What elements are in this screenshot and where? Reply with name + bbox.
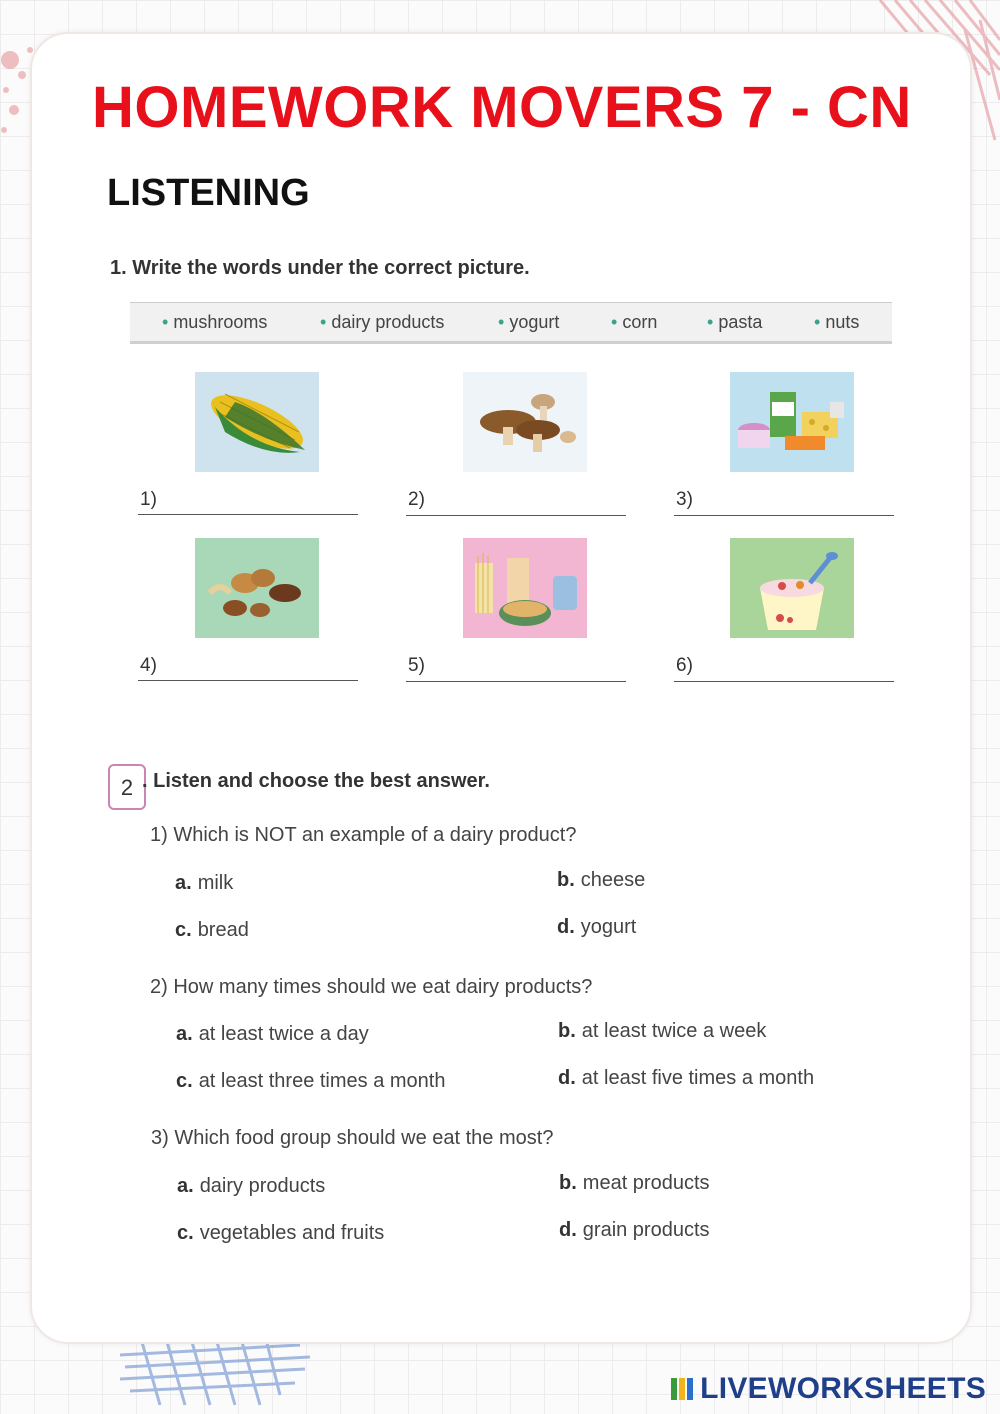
option-1b[interactable]: b. cheese <box>557 869 646 891</box>
answer-line-5[interactable] <box>406 681 626 682</box>
brand-name: LIVEWORKSHEETS <box>700 1372 986 1405</box>
corn-picture <box>195 372 319 472</box>
section-title-listening: LISTENING <box>107 172 310 214</box>
answer-line-6[interactable] <box>674 681 894 682</box>
yogurt-picture <box>730 538 854 638</box>
option-2a[interactable]: a. at least twice a day <box>176 1023 369 1045</box>
word-bank-item: • yogurt <box>498 312 559 333</box>
exercise-1-instruction: 1. Write the words under the correct picture. <box>110 257 530 279</box>
item-number: 1) <box>140 489 157 510</box>
option-2d[interactable]: d. at least five times a month <box>558 1067 815 1089</box>
option-3b[interactable]: b. meat products <box>559 1172 710 1194</box>
page-title: HOMEWORK MOVERS 7 - CN <box>92 75 912 140</box>
word-bank-item: • mushrooms <box>162 312 267 333</box>
option-3d[interactable]: d. grain products <box>559 1219 710 1241</box>
option-2c[interactable]: c. at least three times a month <box>176 1070 446 1092</box>
answer-line-3[interactable] <box>674 515 894 516</box>
liveworksheets-logo-icon <box>670 1376 696 1402</box>
liveworksheets-brand[interactable] <box>670 1372 986 1406</box>
word-bank-item: • dairy products <box>320 312 444 333</box>
answer-line-1[interactable] <box>138 514 358 515</box>
option-3c[interactable]: c. vegetables and fruits <box>177 1222 385 1244</box>
item-number: 6) <box>676 655 693 676</box>
word-bank <box>130 302 892 344</box>
item-number: 5) <box>408 655 425 676</box>
word-bank-item: • corn <box>611 312 657 333</box>
answer-line-2[interactable] <box>406 515 626 516</box>
question-1: 1) Which is NOT an example of a dairy product? <box>150 824 577 846</box>
option-2b[interactable]: b. at least twice a week <box>558 1020 767 1042</box>
dairy-products-picture <box>730 372 854 472</box>
question-2: 2) How many times should we eat dairy products? <box>150 976 593 998</box>
option-1c[interactable]: c. bread <box>175 919 249 941</box>
option-1a[interactable]: a. milk <box>175 872 234 894</box>
decorative-crosshatch-bottom <box>120 1335 320 1410</box>
mushrooms-picture <box>463 372 587 472</box>
question-3: 3) Which food group should we eat the most? <box>151 1127 554 1149</box>
nuts-picture <box>195 538 319 638</box>
option-1d[interactable]: d. yogurt <box>557 916 637 938</box>
pasta-picture <box>463 538 587 638</box>
item-number: 2) <box>408 489 425 510</box>
item-number: 4) <box>140 655 157 676</box>
item-number: 3) <box>676 489 693 510</box>
answer-line-4[interactable] <box>138 680 358 681</box>
option-3a[interactable]: a. dairy products <box>177 1175 326 1197</box>
word-bank-item: • pasta <box>707 312 762 333</box>
exercise-2-number-box[interactable]: 2 <box>108 764 146 810</box>
word-bank-item: • nuts <box>814 312 859 333</box>
exercise-2-instruction: . Listen and choose the best answer. <box>142 770 490 792</box>
